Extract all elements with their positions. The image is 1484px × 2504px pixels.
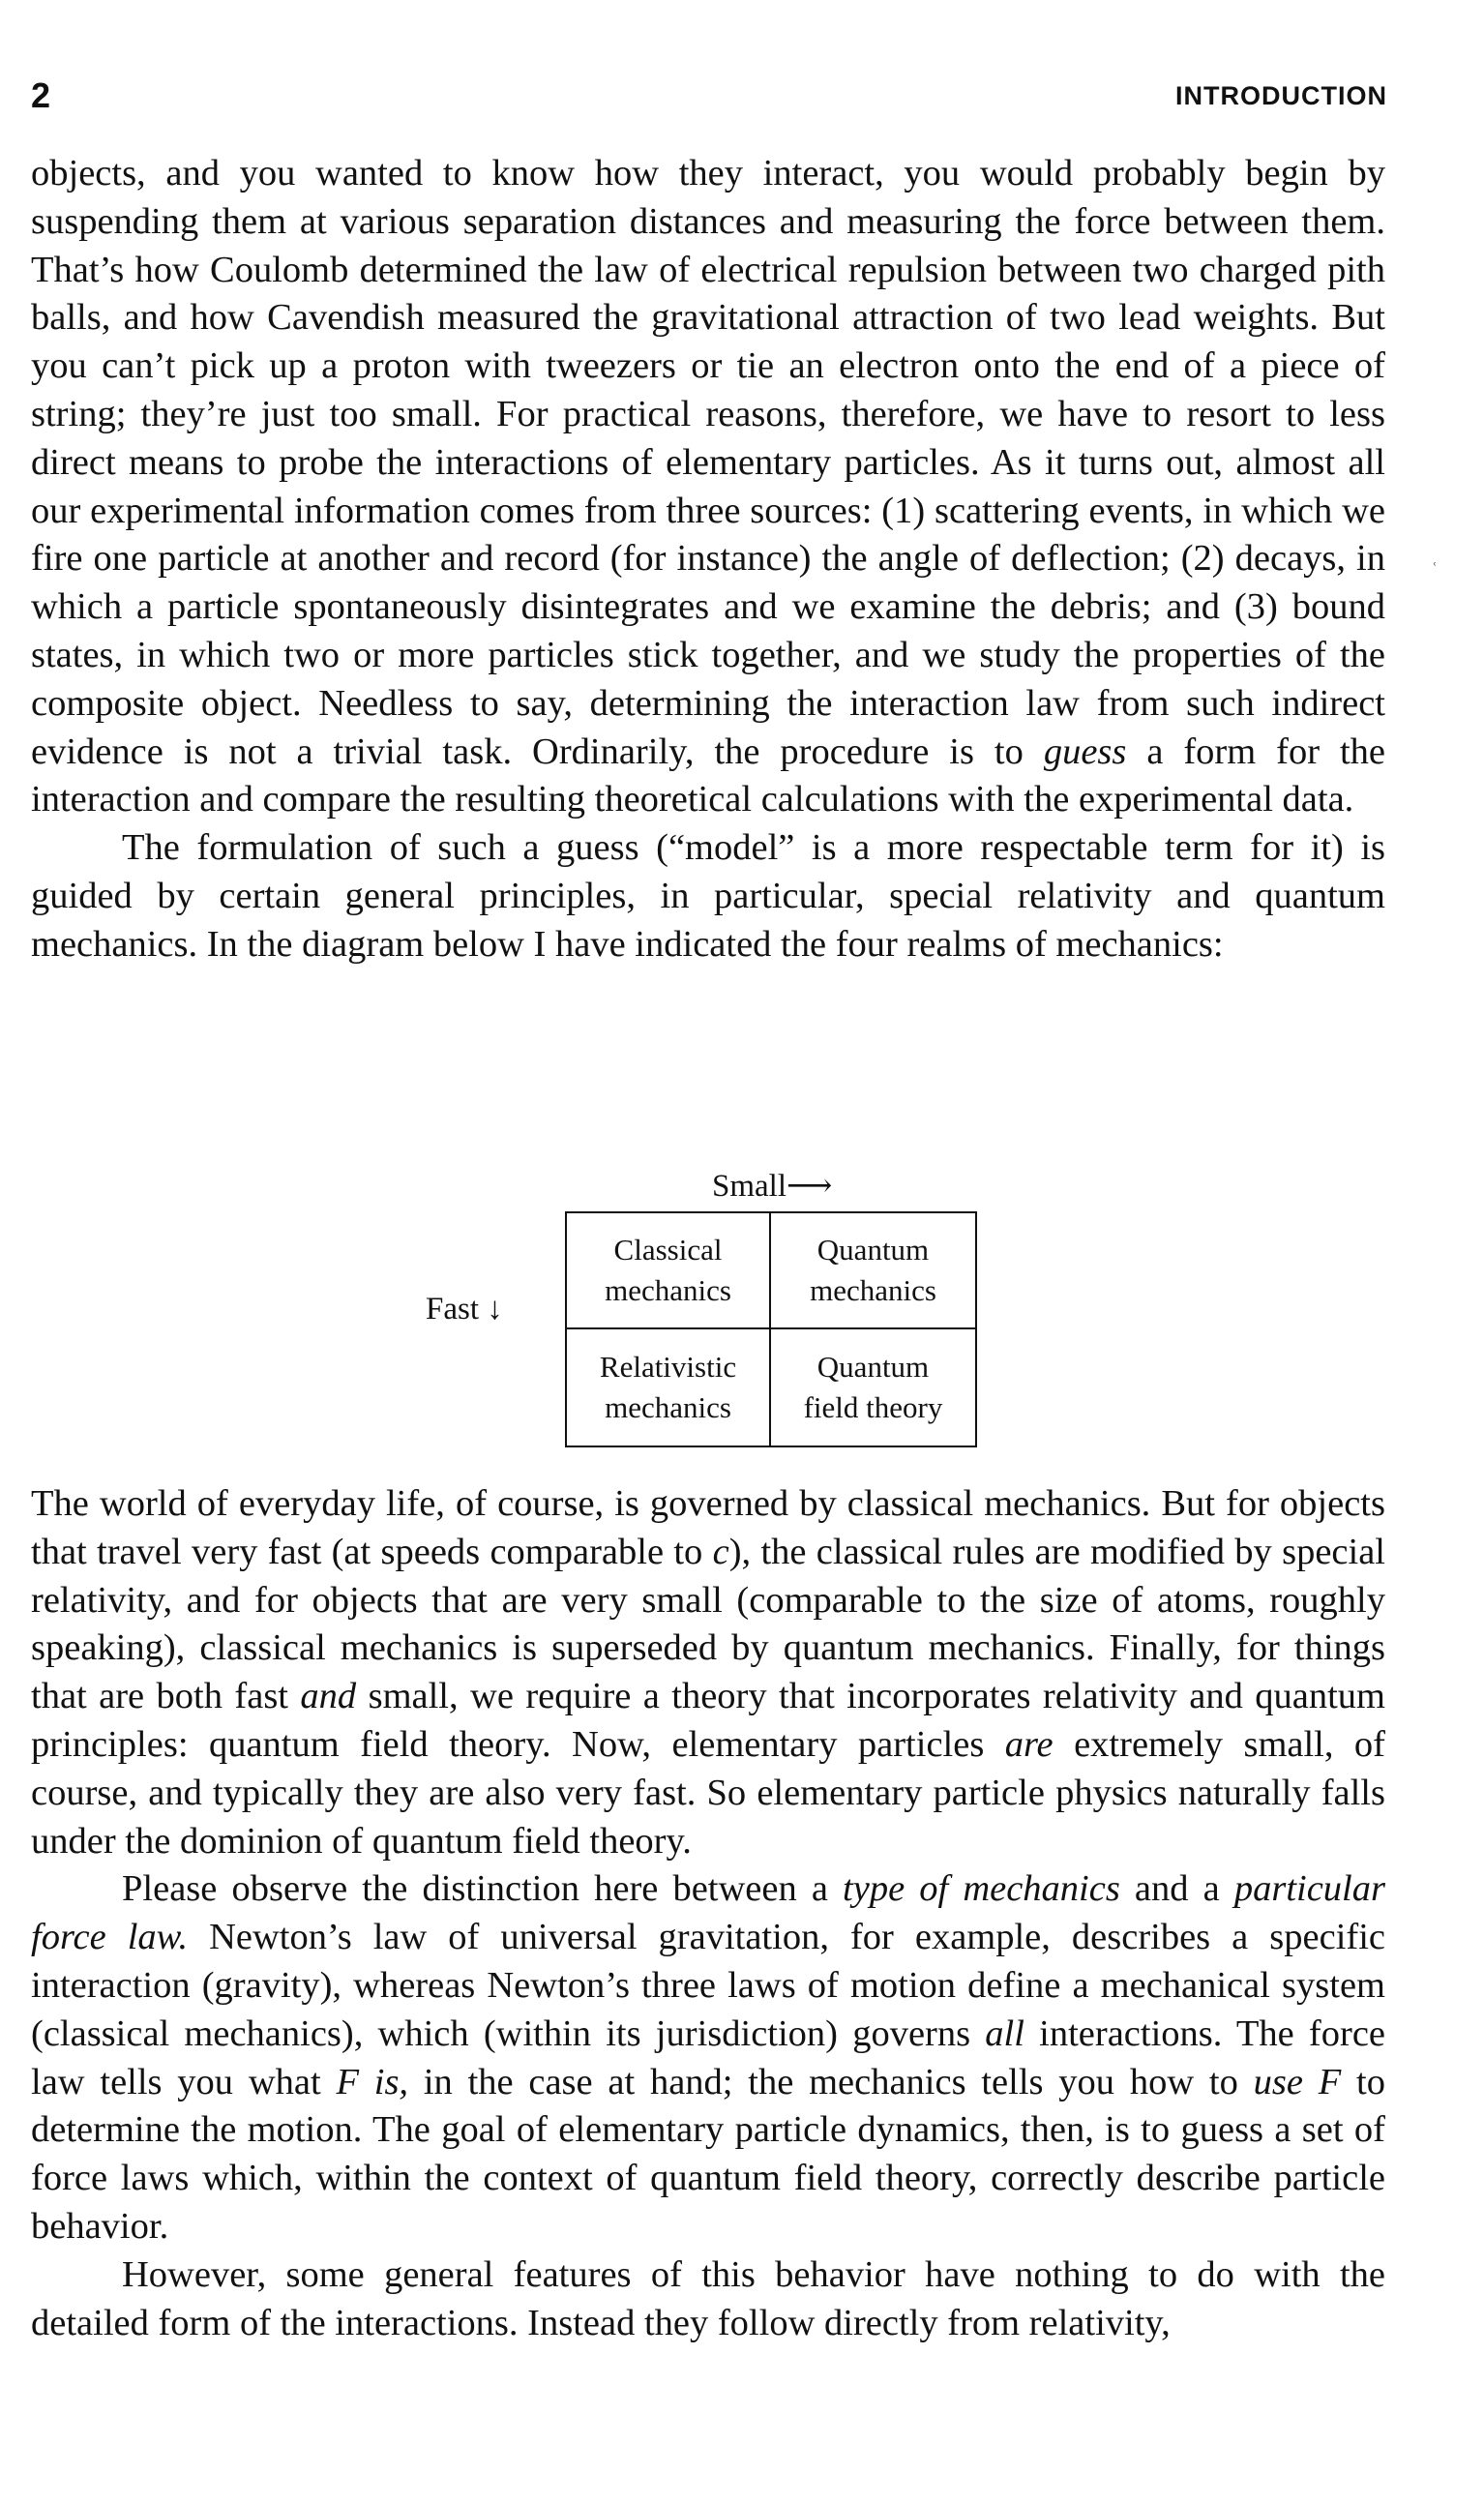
cell-classical-mechanics: Classical mechanics xyxy=(567,1213,771,1329)
page-header xyxy=(31,75,1387,124)
cell-quantum-field-theory: Quantum field theory xyxy=(803,1350,943,1424)
mechanics-diagram xyxy=(426,1166,987,1456)
text-block-upper xyxy=(31,150,1385,969)
paragraph-1: objects, and you wanted to know how they interact, you would probably begin by suspending them at various separation distances and measuring the force between them. That’s how Coulomb determined the law of electrical repulsion between two charged pith balls, and how Cavendish measured the gravitational attraction of two lead weights. But you can’t pick up a proton with tweezers or tie an electron onto the end of a piece of string; they’re just too small. For practical reasons, therefore, we have to resort to less direct means to probe the interactions of elementary particles. As it turns out, almost all our experimental information comes from three sources: (1) scattering events, in which we fire one particle at another and record (for instance) the angle of deflection; (2) decays, in which a particle spontaneously disintegrates and we examine the debris; and (3) bound states, in which two or more particles stick together, and we study the properties of the composite object. Needless to say, determining the interaction law from such indirect evidence is not a trivial task. Ordinarily, the procedure is to guess a form for the interaction and compare the resulting theoretical calculations with the experimental data. xyxy=(31,153,1386,820)
paragraph-5: However, some general features of this behavior have nothing to do with the detailed form of the interactions. Instead they follow directly from relativity, xyxy=(31,2253,1385,2343)
fast-axis-label: Fast ↓ xyxy=(426,1292,503,1327)
paragraph-3: The world of everyday life, of course, is governed by classical mechanics. But for objects that travel very fast (at speeds comparable to c), the classical rules are modified by special relativity, and for objects that are very small (comparable to the size of atoms, roughly speaking), classical mechanics is superseded by quantum mechanics. Finally, for things that are both fast and small, we require a theory that incorporates relativity and quantum principles: quantum field theory. Now, elementary particles are extremely small, of course, and typically they are also very fast. So elementary particle physics naturally falls under the dominion of quantum field theory. xyxy=(31,1483,1385,1862)
running-head: INTRODUCTION xyxy=(1175,81,1387,110)
cell-relativistic-mechanics: Relativistic mechanics xyxy=(567,1329,771,1446)
small-axis-label: Small⟶ xyxy=(712,1169,833,1204)
realms-grid xyxy=(565,1211,977,1447)
page-number: 2 xyxy=(31,75,51,115)
cell-quantum-mechanics: Quantum mechanics xyxy=(771,1213,975,1329)
text-block-lower xyxy=(31,1480,1385,2347)
paragraph-4: Please observe the distinction here between a type of mechanics and a particular force law. Newton’s law of universal gravitation, for example, describes a specific interaction (gravity), whereas Newton’s three laws of motion define a mechanical system (classical mechanics), which (within its jurisdiction) governs all interactions. The force law tells you what F is, in the case at hand; the mechanics tells you how to use F to determine the motion. The goal of elementary particle dynamics, then, is to guess a set of force laws which, within the context of quantum field theory, correctly describe particle behavior. xyxy=(31,1868,1385,2247)
margin-mark: ʿ xyxy=(1432,559,1438,579)
paragraph-2: The formulation of such a guess (“model” is a more respectable term for it) is guided by certain general principles, in particular, special relativity and quantum mechanics. In the diagram below I have indicated the four realms of mechanics: xyxy=(31,827,1385,965)
